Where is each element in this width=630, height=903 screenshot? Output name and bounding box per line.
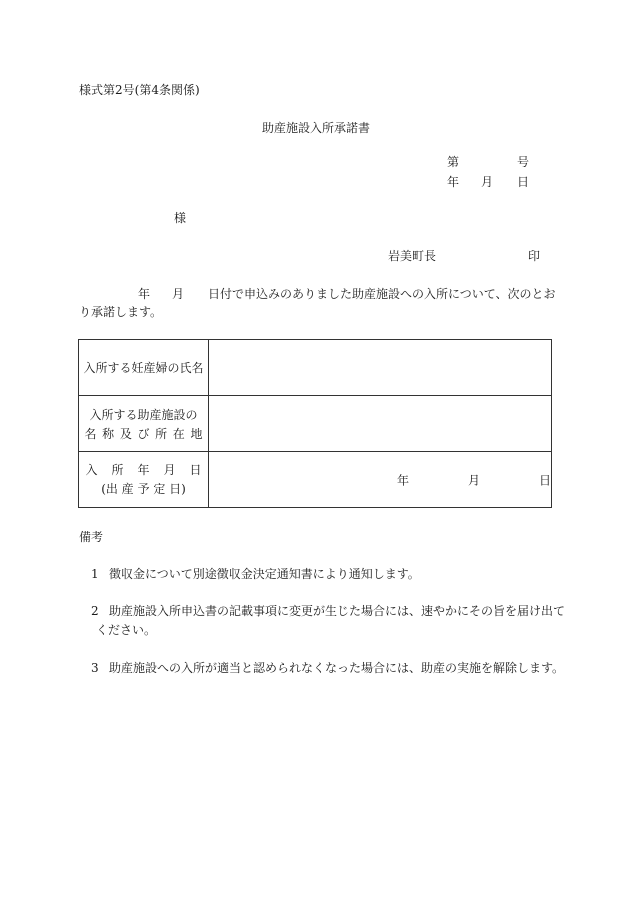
table-row bbox=[79, 340, 552, 396]
facility-value bbox=[209, 396, 552, 452]
admission-day: 日 bbox=[539, 473, 552, 487]
admission-date-label-line1 bbox=[86, 461, 202, 480]
facility-label-char: 在 bbox=[172, 426, 185, 441]
facility-label-line1: 入所する助産施設の bbox=[89, 407, 198, 422]
admission-label-char: 日 bbox=[189, 462, 202, 477]
note-2-text-line1: 助産施設入所申込書の記載事項に変更が生じた場合には、速やかにその旨を届け出て bbox=[109, 604, 566, 618]
issuer-name: 岩美町長 bbox=[388, 249, 437, 263]
admission-label-char: 所 bbox=[111, 462, 124, 477]
body-year: 年 bbox=[138, 287, 151, 301]
mother-name-value bbox=[209, 340, 552, 396]
date-year: 年 bbox=[447, 175, 460, 189]
note-1-text: 徴収金について別途徴収金決定通知書により通知します。 bbox=[109, 567, 420, 581]
table-row bbox=[79, 396, 552, 452]
facility-label-char: び bbox=[137, 426, 150, 441]
facility-label bbox=[79, 396, 209, 452]
note-1-number: 1 bbox=[91, 567, 99, 581]
body-line1: 日付で申込みのありました助産施設への入所について、次のとお bbox=[208, 287, 556, 301]
admission-year: 年 bbox=[397, 473, 410, 487]
facility-label-char: 名 bbox=[84, 426, 97, 441]
admission-label-char: 年 bbox=[137, 462, 150, 477]
document-title: 助産施設入所承諾書 bbox=[262, 121, 371, 135]
facility-label-char: 及 bbox=[119, 426, 132, 441]
note-3-text: 助産施設への入所が適当と認められなくなった場合には、助産の実施を解除します。 bbox=[109, 661, 565, 675]
form-number: 様式第2号(第4条関係) bbox=[79, 83, 200, 97]
admission-label-char: 月 bbox=[163, 462, 176, 477]
mother-name-label bbox=[79, 340, 209, 396]
table-row bbox=[79, 452, 552, 508]
approval-table bbox=[78, 339, 552, 508]
admission-date-value bbox=[209, 452, 552, 508]
facility-label-char: 称 bbox=[102, 426, 115, 441]
doc-number-suffix: 号 bbox=[517, 155, 530, 169]
admission-date-label bbox=[79, 452, 209, 508]
facility-label-line2 bbox=[85, 425, 203, 442]
notes-heading: 備考 bbox=[79, 530, 104, 544]
note-2-number: 2 bbox=[91, 604, 99, 618]
admission-date-label-line2: (出 産 予 定 日) bbox=[101, 481, 186, 496]
addressee-suffix: 様 bbox=[174, 211, 187, 225]
body-line2: り承諾します。 bbox=[79, 305, 163, 319]
issuer-seal: 印 bbox=[528, 249, 541, 263]
date-day: 日 bbox=[517, 175, 530, 189]
facility-label-char: 地 bbox=[190, 426, 203, 441]
admission-month: 月 bbox=[468, 473, 481, 487]
doc-number-prefix: 第 bbox=[447, 155, 460, 169]
body-month: 月 bbox=[172, 287, 185, 301]
facility-label-char: 所 bbox=[155, 426, 168, 441]
note-3-number: 3 bbox=[91, 661, 99, 675]
admission-label-char: 入 bbox=[85, 462, 98, 477]
date-month: 月 bbox=[481, 175, 494, 189]
note-2-text-line2: ください。 bbox=[96, 623, 157, 637]
mother-name-label-text: 入所する妊産婦の氏名 bbox=[83, 361, 204, 375]
